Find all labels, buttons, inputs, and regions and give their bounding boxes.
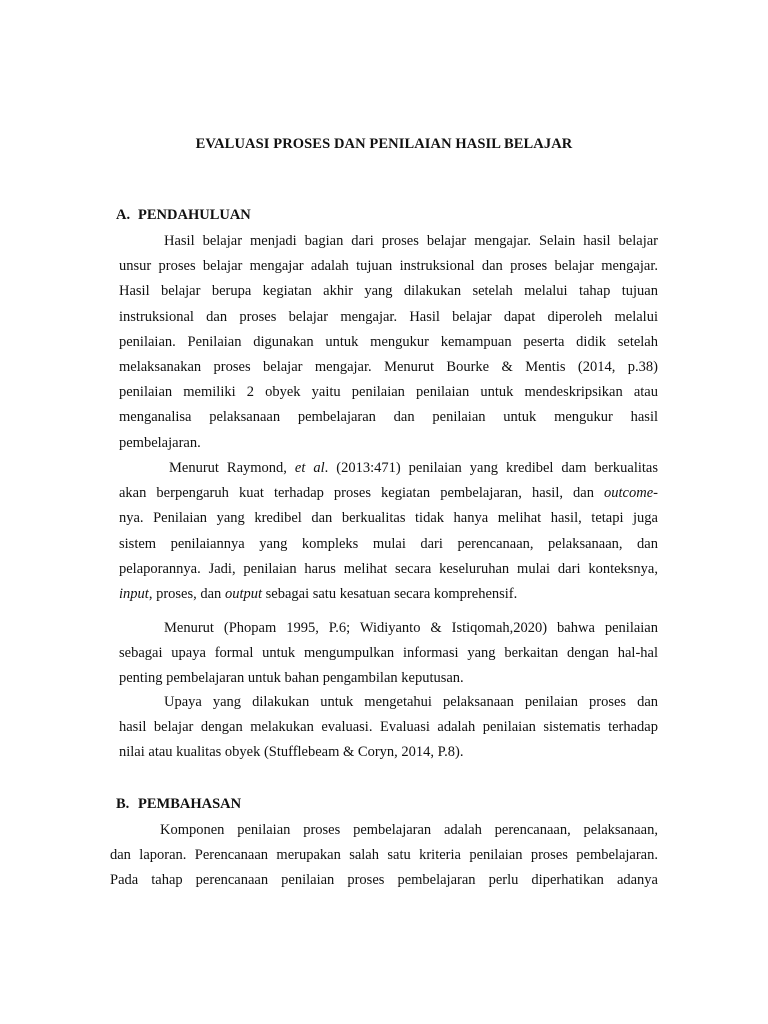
- paragraph-b1: [110, 818, 658, 894]
- document-title: EVALUASI PROSES DAN PENILAIAN HASIL BELAJAR: [195, 136, 573, 152]
- paragraph-line: Hasil belajar berupa kegiatan akhir yang dilakukan setelah melalui tahap tujuan: [119, 283, 658, 300]
- italic-text: input: [119, 585, 149, 602]
- paragraph-line: Pada tahap perencanaan penilaian proses pembelajaran perlu diperhatikan adanya: [110, 872, 658, 889]
- section-b-title: PEMBAHASAN: [138, 796, 242, 812]
- paragraph-line: penilaian. Penilaian digunakan untuk mengukur kemampuan peserta didik setelah: [119, 333, 658, 350]
- paragraph-line: nya. Penilaian yang kredibel dan berkualitas tidak hanya melihat hasil, tetapi juga: [119, 510, 658, 527]
- text-run: akan berpengaruh kuat terhadap proses kegiatan pembelajaran, hasil, dan: [119, 485, 605, 502]
- paragraph-a3: [119, 616, 658, 692]
- paragraph-line: penting pembelajaran untuk bahan pengambilan keputusan.: [119, 670, 464, 687]
- paragraph-line: dan laporan. Perencanaan merupakan salah satu kriteria penilaian proses pembelajaran.: [110, 847, 658, 864]
- paragraph-line: pembelajaran.: [119, 434, 201, 451]
- paragraph-line: instruksional dan proses belajar mengajar. Hasil belajar dapat diperoleh melalui: [119, 308, 658, 325]
- paragraph-line: sebagai upaya formal untuk mengumpulkan informasi yang berkaitan dengan hal-hal: [119, 645, 658, 662]
- paragraph-line: sistem penilaiannya yang kompleks mulai dari perencanaan, pelaksanaan, dan: [119, 535, 658, 552]
- paragraph-a1: [119, 229, 658, 456]
- text-run: Menurut Raymond,: [169, 460, 295, 476]
- section-b-number: B.: [116, 796, 130, 812]
- paragraph-line: [119, 481, 658, 506]
- paragraph-line: Hasil belajar menjadi bagian dari proses belajar mengajar. Selain hasil belajar: [164, 233, 658, 249]
- paragraph-line: Menurut (Phopam 1995, P.6; Widiyanto & Istiqomah,2020) bahwa penilaian: [164, 620, 658, 636]
- paragraph-a2: [119, 456, 658, 607]
- section-a-heading: [116, 207, 251, 224]
- text-run: -: [653, 485, 658, 502]
- paragraph-line: nilai atau kualitas obyek (Stufflebeam & Coryn, 2014, P.8).: [119, 744, 464, 761]
- italic-text: output: [224, 585, 262, 602]
- paragraph-line: menganalisa pelaksanaan pembelajaran dan penilaian untuk mengukur hasil: [119, 409, 658, 426]
- paragraph-a4: [119, 690, 658, 766]
- paragraph-line: [119, 582, 658, 607]
- text-run: sebagai satu kesatuan secara komprehensif.: [262, 585, 518, 602]
- paragraph-line: Upaya yang dilakukan untuk mengetahui pelaksanaan penilaian proses dan: [164, 694, 658, 710]
- paragraph-line: penilaian memiliki 2 obyek yaitu penilaian penilaian untuk mendeskripsikan atau: [119, 384, 658, 401]
- section-a-number: A.: [116, 207, 131, 223]
- italic-text: outcome: [604, 485, 654, 502]
- italic-text: et al: [294, 460, 325, 476]
- paragraph-line: unsur proses belajar mengajar adalah tujuan instruksional dan proses belajar mengajar.: [119, 258, 658, 275]
- section-b-heading: [116, 796, 241, 813]
- paragraph-line: melaksanakan proses belajar mengajar. Menurut Bourke & Mentis (2014, p.38): [119, 358, 658, 375]
- section-a-title: PENDAHULUAN: [138, 207, 251, 223]
- paragraph-line: [119, 456, 658, 481]
- text-run: . (2013:471) penilaian yang kredibel dam berkualitas: [324, 460, 658, 476]
- paragraph-line: pelaporannya. Jadi, penilaian harus melihat secara keseluruhan mulai dari konteksnya,: [119, 560, 658, 577]
- paragraph-line: Komponen penilaian proses pembelajaran adalah perencanaan, pelaksanaan,: [160, 822, 658, 838]
- text-run: , proses, dan: [148, 585, 225, 602]
- paragraph-line: hasil belajar dengan melakukan evaluasi. Evaluasi adalah penilaian sistematis terhadap: [119, 719, 658, 736]
